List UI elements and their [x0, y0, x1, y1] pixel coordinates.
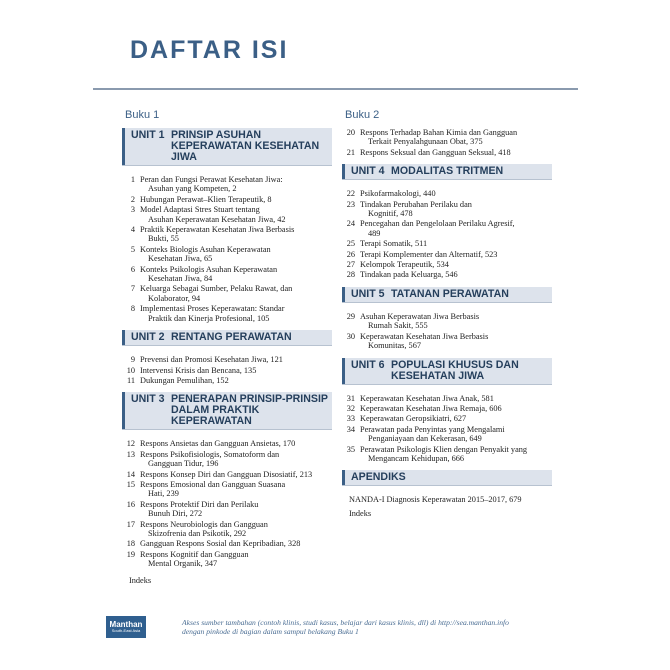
- chapter-title: Keperawatan Kesehatan Jiwa Berbasis Komunitas, 567: [360, 331, 489, 351]
- chapter-number: 22: [346, 189, 355, 199]
- chapter-number: 5: [130, 244, 135, 254]
- chapter-number: 10: [126, 365, 135, 375]
- chapter-entry: [346, 128, 552, 147]
- chapter-entry: [346, 404, 552, 413]
- chapter-number: 12: [126, 439, 135, 449]
- chapter-number: 23: [346, 199, 355, 209]
- chapter-title: Terapi Somatik, 511: [360, 239, 428, 249]
- unit-number: UNIT 6: [351, 358, 385, 371]
- chapter-entry: [126, 304, 332, 323]
- appendix-item: NANDA-I Diagnosis Keperawatan 2015–2017, 679: [349, 495, 522, 505]
- chapter-entry: [126, 195, 332, 204]
- chapter-number: 31: [346, 393, 355, 403]
- chapter-title: Respons Emosional dan Gangguan Suasana Hati, 239: [140, 479, 286, 499]
- chapter-number: 3: [130, 205, 135, 215]
- chapter-entry: [346, 189, 552, 198]
- unit-header: [122, 128, 332, 166]
- unit-number: UNIT 3: [131, 393, 165, 406]
- book-label: Buku 1: [125, 109, 160, 121]
- chapter-number: 25: [346, 239, 355, 249]
- chapter-entry: [126, 520, 332, 539]
- chapter-list: [126, 175, 332, 323]
- unit-header: [342, 164, 552, 180]
- chapter-list: [346, 128, 552, 157]
- chapter-entry: [126, 376, 332, 385]
- chapter-entry: [126, 284, 332, 303]
- chapter-title: Prevensi dan Promosi Kesehatan Jiwa, 121: [140, 355, 283, 365]
- chapter-entry: [126, 245, 332, 264]
- chapter-number: 7: [130, 284, 135, 294]
- unit-title: POPULASI KHUSUS DAN KESEHATAN JIWA: [391, 358, 519, 382]
- chapter-number: 30: [346, 331, 355, 341]
- chapter-title: Hubungan Perawat–Klien Terapeutik, 8: [140, 194, 272, 204]
- chapter-entry: [346, 425, 552, 444]
- chapter-list: [126, 439, 332, 568]
- unit-title: RENTANG PERAWATAN: [171, 331, 292, 344]
- unit-title: MODALITAS TRITMEN: [391, 165, 504, 178]
- chapter-title: Implementasi Proses Keperawatan: Standar Praktik dan Kinerja Profesional, 105: [140, 304, 285, 323]
- unit-number: UNIT 2: [131, 331, 165, 344]
- chapter-title: Respons Kognitif dan Gangguan Mental Organik, 347: [140, 549, 249, 569]
- chapter-entry: [126, 205, 332, 224]
- chapter-title: Respons Psikofisiologis, Somatoform dan Gangguan Tidur, 196: [140, 449, 280, 469]
- chapter-title: Asuhan Keperawatan Jiwa Berbasis Rumah Sakit, 555: [360, 311, 480, 331]
- chapter-entry: [126, 450, 332, 469]
- index-label: Indeks: [349, 509, 372, 519]
- unit-header: [122, 330, 332, 346]
- chapter-title: Respons Ansietas dan Gangguan Ansietas, 170: [140, 439, 296, 449]
- chapter-title: Keperawatan Geropsikiatri, 627: [360, 414, 467, 424]
- chapter-title: Pencegahan dan Pengelolaan Perilaku Agresif, 489: [360, 219, 515, 238]
- right-column: [342, 109, 552, 523]
- chapter-entry: [346, 148, 552, 157]
- chapter-list: [346, 394, 552, 464]
- chapter-title: Konteks Biologis Asuhan Keperawatan Kesehatan Jiwa, 65: [140, 244, 271, 264]
- chapter-number: 28: [346, 270, 355, 280]
- footer-note-line: Akses sumber tambahan (contoh klinis, studi kasus, belajar dari kasus klinis, dll) di http://sea.manthan.info: [182, 617, 509, 627]
- chapter-number: 6: [130, 264, 135, 274]
- chapter-number: 4: [130, 225, 135, 235]
- chapter-entry: [346, 394, 552, 403]
- appendix-header: [342, 470, 552, 486]
- chapter-entry: [126, 355, 332, 364]
- unit-title: TATANAN PERAWATAN: [391, 287, 509, 300]
- logo-subtitle: South-East Asia: [111, 628, 141, 633]
- chapter-entry: [346, 250, 552, 259]
- chapter-number: 1: [130, 175, 135, 184]
- chapter-list: [346, 312, 552, 351]
- unit-title: PENERAPAN PRINSIP-PRINSIP DALAM PRAKTIK KEPERAWATAN: [171, 393, 328, 428]
- chapter-number: 26: [346, 249, 355, 259]
- chapter-number: 13: [126, 449, 135, 459]
- chapter-title: Terapi Komplementer dan Alternatif, 523: [360, 249, 498, 259]
- chapter-entry: [346, 414, 552, 423]
- chapter-entry: [126, 175, 332, 194]
- chapter-title: Psikofarmakologi, 440: [360, 189, 436, 199]
- chapter-entry: [346, 445, 552, 464]
- chapter-title: Perawatan pada Penyintas yang Mengalami Penganiayaan dan Kekerasan, 649: [360, 424, 505, 444]
- chapter-entry: [126, 470, 332, 479]
- chapter-title: Keperawatan Kesehatan Jiwa Anak, 581: [360, 393, 494, 403]
- chapter-entry: [126, 500, 332, 519]
- chapter-list: [126, 355, 332, 385]
- chapter-title: Peran dan Fungsi Perawat Kesehatan Jiwa: Asuhan yang Kompeten, 2: [140, 175, 283, 194]
- chapter-title: Konteks Psikologis Asuhan Keperawatan Kesehatan Jiwa, 84: [140, 264, 278, 284]
- unit-header: [342, 287, 552, 303]
- chapter-entry: [126, 439, 332, 448]
- title-divider: [93, 88, 578, 90]
- chapter-number: 24: [346, 219, 355, 229]
- chapter-title: Tindakan pada Keluarga, 546: [360, 270, 458, 280]
- chapter-title: Respons Terhadap Bahan Kimia dan Gangguan Terkait Penyalahgunaan Obat, 375: [360, 128, 518, 147]
- footer: [106, 616, 576, 638]
- unit-number: UNIT 5: [351, 287, 385, 300]
- chapter-entry: [346, 270, 552, 279]
- chapter-title: Respons Konsep Diri dan Gangguan Disosiatif, 213: [140, 469, 313, 479]
- unit-number: UNIT 4: [351, 165, 385, 178]
- chapter-title: Praktik Keperawatan Kesehatan Jiwa Berbasis Bukti, 55: [140, 225, 295, 244]
- chapter-entry: [346, 332, 552, 351]
- chapter-number: 11: [127, 375, 135, 385]
- index-label: Indeks: [129, 575, 152, 585]
- chapter-number: 27: [346, 260, 355, 270]
- chapter-entry: [126, 550, 332, 569]
- logo-name: Manthan: [109, 620, 143, 629]
- chapter-entry: [126, 539, 332, 548]
- chapter-entry: [346, 312, 552, 331]
- unit-header: [342, 358, 552, 385]
- chapter-title: Gangguan Respons Sosial dan Kepribadian, 328: [140, 539, 301, 549]
- footer-note: [182, 618, 509, 637]
- chapter-number: 33: [346, 414, 355, 424]
- chapter-title: Perawatan Psikologis Klien dengan Penyakit yang Mengancam Kehidupan, 666: [360, 444, 528, 463]
- chapter-number: 34: [346, 424, 355, 434]
- chapter-list: [346, 189, 552, 280]
- chapter-entry: [126, 480, 332, 499]
- chapter-number: 16: [126, 499, 135, 509]
- chapter-title: Keperawatan Kesehatan Jiwa Remaja, 606: [360, 403, 502, 413]
- chapter-entry: [346, 200, 552, 219]
- chapter-title: Kelompok Terapeutik, 534: [360, 260, 449, 270]
- chapter-number: 8: [130, 304, 135, 314]
- chapter-number: 32: [346, 403, 355, 413]
- chapter-number: 14: [126, 469, 135, 479]
- appendix-title: APENDIKS: [351, 471, 406, 484]
- chapter-number: 15: [126, 479, 135, 489]
- chapter-entry: [126, 366, 332, 375]
- chapter-entry: [346, 260, 552, 269]
- unit-number: UNIT 1: [131, 129, 165, 141]
- chapter-title: Intervensi Krisis dan Bencana, 135: [140, 365, 257, 375]
- chapter-entry: [346, 219, 552, 238]
- chapter-title: Respons Neurobiologis dan Gangguan Skizofrenia dan Psikotik, 292: [140, 519, 268, 538]
- chapter-title: Respons Protektif Diri dan Perilaku Bunuh Diri, 272: [140, 499, 259, 519]
- chapter-title: Tindakan Perubahan Perilaku dan Kognitif, 478: [360, 199, 472, 219]
- publisher-logo: [106, 616, 146, 638]
- chapter-entry: [126, 225, 332, 244]
- footer-note-line: dengan pinkode di bagian dalam sampul belakang Buku 1: [182, 627, 359, 636]
- chapter-number: 35: [346, 444, 355, 454]
- chapter-number: 17: [126, 519, 135, 529]
- chapter-number: 9: [130, 355, 135, 365]
- unit-title: PRINSIP ASUHAN KEPERAWATAN KESEHATAN JIWA: [171, 129, 320, 163]
- chapter-number: 2: [130, 194, 135, 204]
- page-title: DAFTAR ISI: [130, 36, 289, 64]
- chapter-title: Model Adaptasi Stres Stuart tentang Asuhan Keperawatan Kesehatan Jiwa, 42: [140, 205, 286, 224]
- chapter-number: 20: [346, 128, 355, 137]
- chapter-entry: [126, 265, 332, 284]
- left-column: [122, 109, 332, 585]
- chapter-title: Respons Seksual dan Gangguan Seksual, 418: [360, 147, 511, 157]
- chapter-number: 29: [346, 311, 355, 321]
- chapter-number: 21: [346, 147, 355, 157]
- chapter-entry: [346, 239, 552, 248]
- book-label: Buku 2: [345, 109, 380, 121]
- unit-header: [122, 392, 332, 430]
- chapter-number: 19: [126, 549, 135, 559]
- chapter-title: Dukungan Pemulihan, 152: [140, 375, 229, 385]
- chapter-number: 18: [126, 539, 135, 549]
- chapter-title: Keluarga Sebagai Sumber, Pelaku Rawat, dan Kolaborator, 94: [140, 284, 293, 303]
